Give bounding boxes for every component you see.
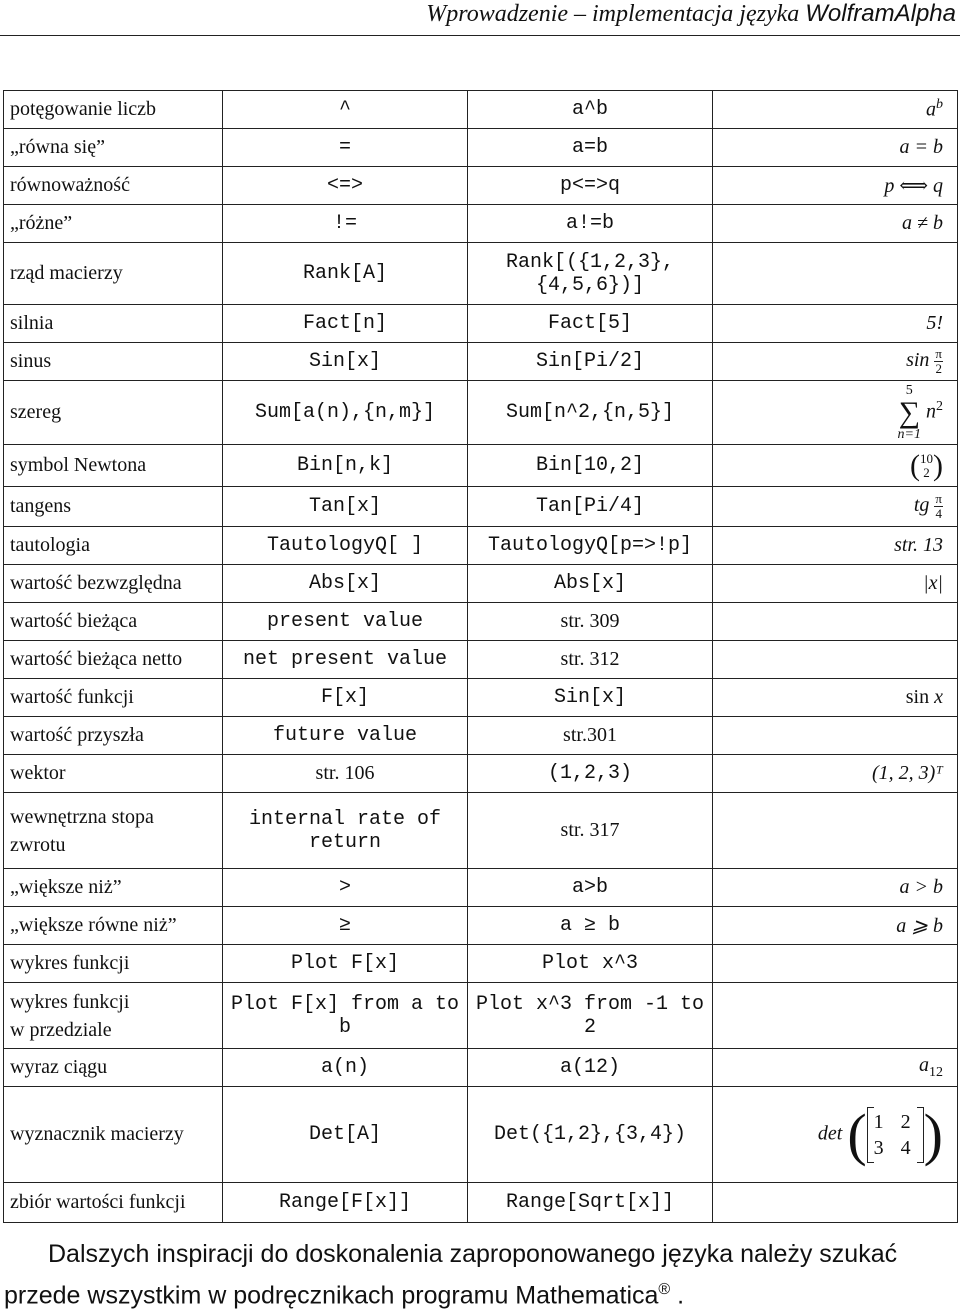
- example-cell: Tan[Pi/4]: [468, 487, 713, 527]
- numerator: π: [935, 346, 942, 361]
- term-line: wewnętrzna stopa: [10, 805, 154, 828]
- math-cell: [713, 343, 958, 381]
- term-cell: wektor: [4, 755, 223, 793]
- operator-cell: Sum[a(n),{n,m}]: [223, 381, 468, 445]
- binom-bottom: 2: [923, 464, 930, 480]
- table-row: [4, 565, 958, 603]
- math-cell: 5!: [713, 305, 958, 343]
- paragraph-text: przede wszystkim w podręcznikach programu Mathematica: [4, 1281, 659, 1310]
- paragraph-period: .: [677, 1281, 685, 1310]
- example-line: Rank[({1,2,3},: [505, 250, 675, 274]
- term-cell: potęgowanie liczb: [4, 91, 223, 129]
- syntax-table: [3, 90, 958, 1223]
- term-cell: wyznacznik macierzy: [4, 1087, 223, 1183]
- math-cell: 5 ∑ n=1 $n^2$: [713, 381, 958, 445]
- sin-label: sin: [906, 349, 930, 372]
- math-cell: str. 13: [713, 527, 958, 565]
- sum-upper: 5: [905, 382, 913, 398]
- table-row: [4, 445, 958, 487]
- table-row: [4, 1087, 958, 1183]
- header-rule: [0, 35, 960, 36]
- example-cell: Fact[5]: [468, 305, 713, 343]
- example-cell: Sin[Pi/2]: [468, 343, 713, 381]
- math-cell: [713, 641, 958, 679]
- math-cell: [713, 1087, 958, 1183]
- term-cell: tangens: [4, 487, 223, 527]
- operator-cell: Plot F[x] from a to b: [223, 983, 468, 1049]
- paragraph-line: [0, 1272, 960, 1313]
- math-cell: |x|: [713, 565, 958, 603]
- operator-line: return: [308, 830, 381, 854]
- table-row: [4, 717, 958, 755]
- term-cell: wartość bieżąca: [4, 603, 223, 641]
- sum-symbol: [898, 384, 921, 442]
- math-cell: [713, 487, 958, 527]
- example-cell: str. 317: [468, 793, 713, 869]
- operator-cell: a(n): [223, 1049, 468, 1087]
- table-row: [4, 755, 958, 793]
- math-cell: $a^b$: [713, 91, 958, 129]
- example-cell: p<=>q: [468, 167, 713, 205]
- term-cell: „różne”: [4, 205, 223, 243]
- math-cell: [713, 445, 958, 487]
- example-cell: [468, 243, 713, 305]
- table-row: [4, 945, 958, 983]
- example-cell: Plot x^3: [468, 945, 713, 983]
- table-row: [4, 527, 958, 565]
- operator-cell: !=: [223, 205, 468, 243]
- example-cell: str. 309: [468, 603, 713, 641]
- term-cell: [4, 983, 223, 1049]
- table-row: [4, 793, 958, 869]
- term-line: wykres funkcji: [10, 990, 130, 1013]
- table-row: [4, 679, 958, 717]
- term-cell: „równa się”: [4, 129, 223, 167]
- math-cell: [713, 243, 958, 305]
- tg-label: tg: [913, 494, 930, 517]
- denominator: 4: [935, 506, 942, 521]
- term-line: zwrotu: [10, 833, 66, 856]
- table-row: [4, 167, 958, 205]
- math-cell: p ⟺ q: [713, 167, 958, 205]
- operator-cell: TautologyQ[ ]: [223, 527, 468, 565]
- example-cell: Plot x^3 from -1 to 2: [468, 983, 713, 1049]
- binomial: ( 10 2 ): [910, 448, 943, 482]
- table-row: [4, 1049, 958, 1087]
- matrix: ( 1 2 3 4 ): [847, 1101, 943, 1167]
- example-cell: Range[Sqrt[x]]: [468, 1183, 713, 1223]
- term-cell: silnia: [4, 305, 223, 343]
- operator-cell: Rank[A]: [223, 243, 468, 305]
- operator-cell: <=>: [223, 167, 468, 205]
- example-cell: Bin[10,2]: [468, 445, 713, 487]
- registered-mark: ®: [658, 1281, 671, 1298]
- numerator: π: [935, 491, 942, 506]
- example-cell: Abs[x]: [468, 565, 713, 603]
- term-cell: „większe niż”: [4, 869, 223, 907]
- math-cell: [713, 603, 958, 641]
- operator-cell: Range[F[x]]: [223, 1183, 468, 1223]
- operator-cell: Fact[n]: [223, 305, 468, 343]
- table-row: [4, 129, 958, 167]
- table-row: [4, 343, 958, 381]
- operator-cell: Plot F[x]: [223, 945, 468, 983]
- operator-cell: Abs[x]: [223, 565, 468, 603]
- header-title-text: Wprowadzenie – implementacja języka: [426, 1, 800, 27]
- operator-cell: =: [223, 129, 468, 167]
- example-line: {4,5,6})]: [535, 273, 645, 297]
- example-cell: a=b: [468, 129, 713, 167]
- running-header: [0, 0, 960, 36]
- sum-lower: n=1: [897, 426, 921, 442]
- operator-cell: Det[A]: [223, 1087, 468, 1183]
- term-cell: zbiór wartości funkcji: [4, 1183, 223, 1223]
- closing-paragraph: [0, 1236, 960, 1313]
- example-cell: (1,2,3): [468, 755, 713, 793]
- operator-line: internal rate of: [248, 807, 442, 831]
- example-cell: a^b: [468, 91, 713, 129]
- example-cell: a(12): [468, 1049, 713, 1087]
- example-cell: a!=b: [468, 205, 713, 243]
- term-cell: wartość bieżąca netto: [4, 641, 223, 679]
- term-cell: symbol Newtona: [4, 445, 223, 487]
- operator-cell: [223, 793, 468, 869]
- table-row: [4, 603, 958, 641]
- table-row: [4, 907, 958, 945]
- operator-cell: Sin[x]: [223, 343, 468, 381]
- operator-cell: future value: [223, 717, 468, 755]
- term-line: w przedziale: [10, 1018, 112, 1041]
- table-row: [4, 243, 958, 305]
- paragraph-line: Dalszych inspiracji do doskonalenia zaproponowanego języka należy szukać: [48, 1240, 898, 1268]
- det-label: det: [817, 1122, 843, 1145]
- operator-cell: Tan[x]: [223, 487, 468, 527]
- operator-cell: >: [223, 869, 468, 907]
- term-cell: wartość bezwzględna: [4, 565, 223, 603]
- math-cell: a > b: [713, 869, 958, 907]
- math-cell: [713, 793, 958, 869]
- term-cell: sinus: [4, 343, 223, 381]
- table-row: [4, 381, 958, 445]
- math-cell: (1, 2, 3)ᵀ: [713, 755, 958, 793]
- sigma-icon: ∑: [898, 395, 920, 429]
- term-cell: równoważność: [4, 167, 223, 205]
- matrix-row: 1 2: [873, 1110, 917, 1133]
- term-cell: wartość funkcji: [4, 679, 223, 717]
- term-cell: wyraz ciągu: [4, 1049, 223, 1087]
- header-title: [426, 0, 956, 28]
- table-row: [4, 983, 958, 1049]
- example-cell: TautologyQ[p=>!p]: [468, 527, 713, 565]
- term-cell: „większe równe niż”: [4, 907, 223, 945]
- example-cell: a ≥ b: [468, 907, 713, 945]
- operator-cell: str. 106: [223, 755, 468, 793]
- math-cell: $a_{12}$: [713, 1049, 958, 1087]
- table-row: [4, 1183, 958, 1223]
- operator-cell: F[x]: [223, 679, 468, 717]
- math-cell: sin x: [713, 679, 958, 717]
- term-cell: tautologia: [4, 527, 223, 565]
- operator-cell: ≥: [223, 907, 468, 945]
- table-row: [4, 487, 958, 527]
- matrix-row: 3 4: [873, 1136, 917, 1159]
- math-cell: a ≠ b: [713, 205, 958, 243]
- math-cell: [713, 983, 958, 1049]
- example-cell: Sin[x]: [468, 679, 713, 717]
- table-row: [4, 91, 958, 129]
- example-cell: a>b: [468, 869, 713, 907]
- term-cell: wartość przyszła: [4, 717, 223, 755]
- math-cell: [713, 1183, 958, 1223]
- table-row: [4, 641, 958, 679]
- math-cell: a ⩾ b: [713, 907, 958, 945]
- example-cell: Det({1,2},{3,4}): [468, 1087, 713, 1183]
- example-cell: str. 312: [468, 641, 713, 679]
- denominator: 2: [935, 361, 942, 376]
- table-row: [4, 205, 958, 243]
- operator-cell: net present value: [223, 641, 468, 679]
- table-row: [4, 869, 958, 907]
- table-row: [4, 305, 958, 343]
- binom-top: 10: [920, 450, 933, 466]
- fraction: [934, 347, 943, 376]
- example-cell: str.301: [468, 717, 713, 755]
- math-cell: [713, 945, 958, 983]
- operator-cell: present value: [223, 603, 468, 641]
- operator-cell: Bin[n,k]: [223, 445, 468, 487]
- math-cell: [713, 717, 958, 755]
- term-cell: rząd macierzy: [4, 243, 223, 305]
- term-cell: [4, 793, 223, 869]
- term-cell: szereg: [4, 381, 223, 445]
- fraction: [934, 492, 943, 521]
- operator-cell: ^: [223, 91, 468, 129]
- math-cell: a = b: [713, 129, 958, 167]
- example-cell: Sum[n^2,{n,5}]: [468, 381, 713, 445]
- header-brand: WolframAlpha: [805, 0, 956, 27]
- term-cell: wykres funkcji: [4, 945, 223, 983]
